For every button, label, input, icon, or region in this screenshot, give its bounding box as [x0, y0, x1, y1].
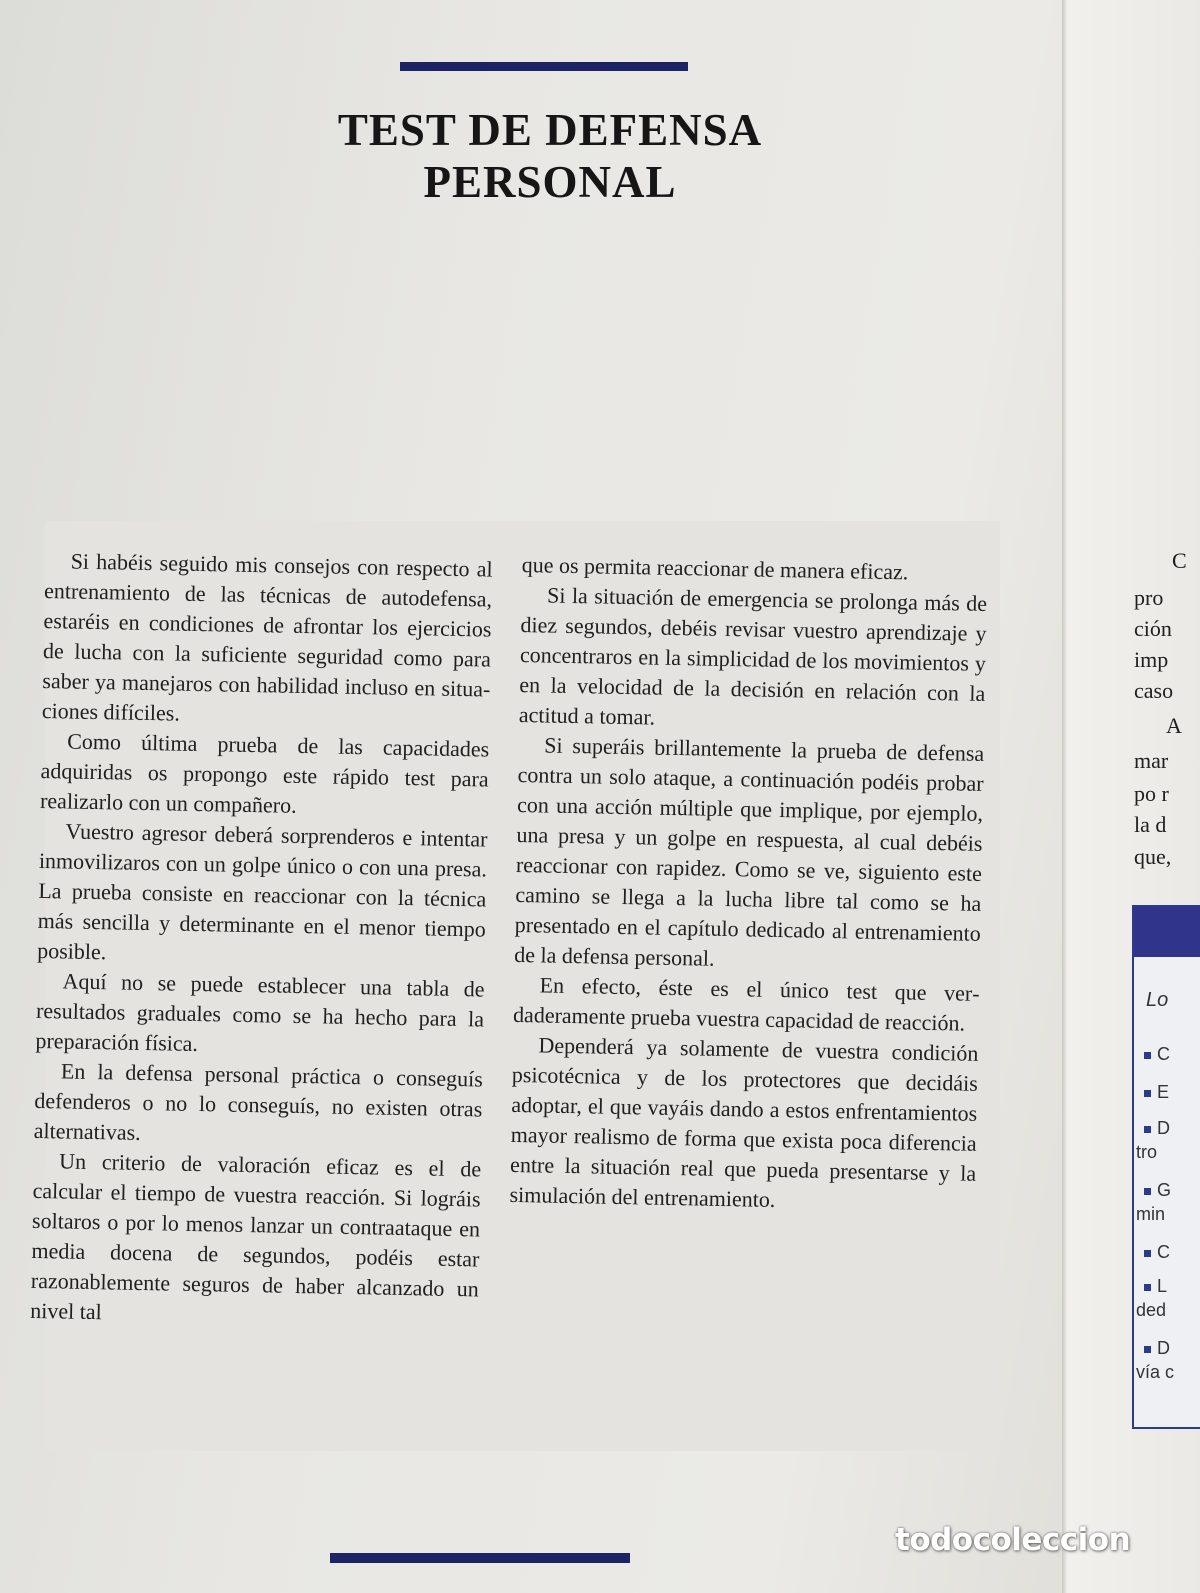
adjacent-page: [1068, 0, 1200, 1593]
square-bullet-icon: [1144, 1052, 1151, 1059]
sidebar-box-item-continuation: min: [1136, 1204, 1166, 1224]
sidebar-box-item: D: [1144, 1115, 1170, 1141]
sidebar-box-item: E: [1144, 1079, 1169, 1105]
adjacent-fragment: caso: [1134, 678, 1174, 703]
square-bullet-icon: [1144, 1188, 1151, 1195]
square-bullet-icon: [1144, 1250, 1151, 1257]
sidebar-box-item: C: [1144, 1239, 1170, 1265]
square-bullet-icon: [1144, 1346, 1151, 1353]
sidebar-box-item-continuation: ded: [1136, 1300, 1167, 1320]
top-decorative-rule: [400, 62, 688, 71]
right-paragraph-continuation: que os permita reaccionar de manera eficaz.: [521, 551, 909, 585]
right-paragraph-1: Si la situación de emergencia se prolonga más de diez segundos, debéis revisar vuestro aprendizaje y concentraros en la simplicidad de los movimientos y en la velocidad de la decisión en relación con la actitud a tomar.: [518, 582, 988, 730]
left-paragraph-5: En la defensa personal práctica o conseguís defenderos o no lo conseguís, no existen otras alternativas.: [33, 1058, 484, 1145]
left-paragraph-1: Si habéis seguido mis consejos con respecto al entrenamiento de las técnicas de autodefensa, estaréis en condiciones de afrontar los ejercicios de lucha con la suficiente seguridad como para saber ya manejaros con habilidad incluso en situaciones difíciles.: [41, 548, 493, 726]
adjacent-fragment: mar: [1134, 748, 1169, 773]
title-line-1: TEST DE DEFENSA: [337, 105, 763, 155]
left-paragraph-3: Vuestro agresor deberá sorprenderos e intentar inmovilizaros con un golpe único o con una presa. La prueba consiste en reaccionar con la técnica más sencilla y determinante en el menor tiempo posible.: [36, 818, 488, 965]
adjacent-fragment: C: [1172, 548, 1187, 573]
sidebar-box: [1132, 905, 1200, 1429]
square-bullet-icon: [1144, 1284, 1151, 1291]
bottom-decorative-rule: [330, 1553, 630, 1563]
right-paragraph-2: Si superáis brillantemente la prueba de defensa contra un solo ataque, a continuación podéis probar con una acción múltiple que implique, por ejemplo, una presa y un golpe en respuesta, al cual debéis reaccionar con rapidez. Como se ve, siguiento este camino se llega a la lucha libre tal como se ha presentado en el capítulo dedicado al entrenamiento de la defensa personal.: [513, 732, 985, 971]
sidebar-box-item-continuation: tro: [1136, 1142, 1158, 1162]
sidebar-box-item: D: [1144, 1335, 1170, 1361]
adjacent-fragment: pro: [1134, 585, 1164, 610]
right-paragraph-3: En efecto, éste es el único test que verdaderamente prueba vuestra capacidad de reacción.: [512, 972, 980, 1036]
right-paragraph-4: Dependerá ya solamente de vuestra condición psicotécnica y de los protectores que decidáis adoptar, el que vayáis dando a estos enfrentamientos mayor realismo de forma que exista poca diferencia entre la situación real que pueda presentarse y la simulación del entrenamiento.: [509, 1032, 979, 1212]
adjacent-fragment: imp: [1134, 647, 1169, 672]
left-column: [30, 546, 493, 1334]
adjacent-fragment: ción: [1134, 616, 1172, 641]
left-paragraph-4: Aquí no se puede establecer una tabla de resultados graduales como se ha hecho para la preparación física.: [35, 968, 485, 1057]
sidebar-box-item: C: [1144, 1041, 1170, 1067]
square-bullet-icon: [1144, 1090, 1151, 1097]
sidebar-box-item: L: [1144, 1273, 1167, 1299]
left-paragraph-6: Un criterio de valoración eficaz es el de calcular el tiempo de vuestra reacción. Si lográis soltaros o por lo menos lanzar un contraataque en media docena de segundos, podéis estar razonablemente seguros de haber alcanzado un nivel tal: [30, 1148, 482, 1325]
watermark-logo: todocoleccion: [895, 1522, 1131, 1558]
square-bullet-icon: [1144, 1126, 1151, 1133]
sidebar-box-item: G: [1144, 1177, 1171, 1203]
adjacent-fragment: que,: [1134, 844, 1172, 869]
adjacent-fragment: po r: [1134, 781, 1169, 806]
sidebar-box-item-continuation: vía c: [1136, 1362, 1175, 1382]
right-column: [509, 550, 988, 1219]
sidebar-box-title: Lo: [1146, 989, 1169, 1011]
left-paragraph-2: Como última prueba de las capacidades adquiridas os propongo este rápido test para realizarlo con un compañero.: [39, 728, 490, 818]
adjacent-fragment: A: [1166, 713, 1182, 738]
title-line-2: PERSONAL: [423, 157, 677, 207]
sidebar-box-header: [1134, 907, 1200, 957]
adjacent-fragment: la d: [1134, 812, 1167, 837]
page-title: [250, 104, 850, 208]
